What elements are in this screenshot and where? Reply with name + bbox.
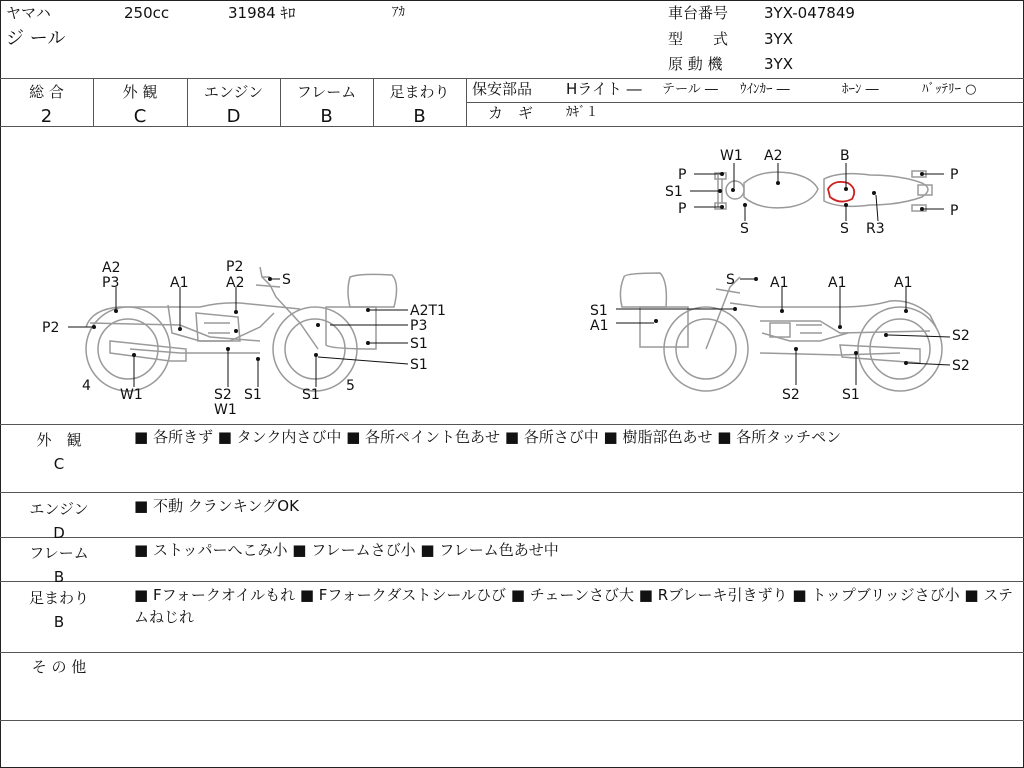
engine-label: 原 動 機 xyxy=(668,55,723,73)
label-right-a1b: A1 xyxy=(828,275,847,291)
model-name: ジ ール xyxy=(6,28,66,49)
left-view-leaders xyxy=(68,279,408,387)
safety-title: 保安部品 xyxy=(472,80,533,98)
label-left-w1: W1 xyxy=(120,387,143,403)
label-left-p2b: P2 xyxy=(226,259,244,275)
note-engine-label: エンジン D xyxy=(29,500,89,542)
key-label: カ ギ xyxy=(488,104,534,122)
label-left-s2: S2 xyxy=(214,387,232,403)
maker: ヤマハ xyxy=(6,4,51,22)
label-right-a1a: A1 xyxy=(770,275,789,291)
note-exterior-label: 外 観 C xyxy=(36,431,82,473)
mileage: 31984 ｷﾛ xyxy=(228,4,296,22)
label-left-p3: P3 xyxy=(102,275,120,291)
frame-no: 3YX-047849 xyxy=(764,4,855,22)
note-other-label: そ の 他 xyxy=(31,658,87,676)
label-left-4: 4 xyxy=(82,378,91,394)
label-right-s2b: S2 xyxy=(952,358,970,374)
bike-top-view xyxy=(715,171,932,211)
label-right-s1b: S1 xyxy=(842,387,860,403)
top-view-labels xyxy=(665,148,958,237)
label-top-b: B xyxy=(840,148,850,164)
label-right-a1c: A1 xyxy=(894,275,913,291)
type-value: 3YX xyxy=(764,30,793,48)
label-left-s1b: S1 xyxy=(410,357,428,373)
engine-value: 3YX xyxy=(764,55,793,73)
note-suspension-text: ■ Fフォークオイルもれ ■ Fフォークダストシールひび ■ チェーンさび大 ■ Rブレーキ引きずり ■ トップブリッジさび小 ■ ステムねじれ xyxy=(134,586,1014,626)
label-left-s1c: S1 xyxy=(244,387,262,403)
note-frame-text: ■ ストッパーへこみ小 ■ フレームさび小 ■ フレーム色あせ中 xyxy=(134,541,559,559)
label-left-a2t1: A2T1 xyxy=(410,303,446,319)
label-top-p4: P xyxy=(950,203,959,219)
label-right-s: S xyxy=(726,272,735,288)
color: ｱｶ xyxy=(392,5,405,20)
safety-battery: ﾊﾞｯﾃﾘｰ ○ xyxy=(922,82,977,97)
damage-diagram xyxy=(0,127,1024,423)
label-right-s1a: S1 xyxy=(590,303,608,319)
label-top-s: S xyxy=(740,221,749,237)
displacement: 250cc xyxy=(124,4,170,22)
label-right-a1d: A1 xyxy=(590,318,609,334)
safety-horn: ﾎｰﾝ ― xyxy=(842,82,879,97)
label-left-5: 5 xyxy=(346,378,355,394)
grade-frame: フレーム B xyxy=(296,83,357,127)
label-left-a1: A1 xyxy=(170,275,189,291)
label-top-w1: W1 xyxy=(720,148,743,164)
label-left-p2: P2 xyxy=(42,320,60,336)
label-left-a2: A2 xyxy=(102,260,121,276)
grade-engine: エンジン D xyxy=(203,83,264,127)
label-left-s1a: S1 xyxy=(410,336,428,352)
label-left-p3b: P3 xyxy=(410,318,428,334)
grade-exterior: 外 観 C xyxy=(122,83,158,127)
label-top-s1: S1 xyxy=(665,184,683,200)
label-left-w1b: W1 xyxy=(214,402,237,418)
note-engine-text: ■ 不動 クランキングOK xyxy=(134,497,299,515)
grade-overall: 総 合 2 xyxy=(29,83,64,127)
note-frame-label: フレーム B xyxy=(29,544,89,586)
top-view-markers xyxy=(718,172,924,211)
label-left-s1d: S1 xyxy=(302,387,320,403)
type-label: 型 式 xyxy=(668,30,729,48)
note-suspension-label: 足まわり B xyxy=(28,589,89,631)
label-top-a2: A2 xyxy=(764,148,783,164)
label-top-p2: P xyxy=(678,201,687,217)
label-left-a2b: A2 xyxy=(226,275,245,291)
note-exterior-text: ■ 各所きず ■ タンク内さび中 ■ 各所ペイント色あせ ■ 各所さび中 ■ 樹脂部色あせ ■ 各所タッチペン xyxy=(134,428,842,446)
label-right-s2a: S2 xyxy=(952,328,970,344)
damage-mark-tank xyxy=(828,182,854,202)
label-top-r3: R3 xyxy=(866,221,885,237)
safety-winker: ｳｲﾝｶｰ ― xyxy=(740,82,790,97)
left-view-labels xyxy=(42,259,446,418)
label-right-s2c: S2 xyxy=(782,387,800,403)
label-left-s: S xyxy=(282,272,291,288)
safety-headlight: Hライト ― xyxy=(566,80,642,98)
key-value: ｶｷﾞ１ xyxy=(566,105,599,120)
safety-tail: テール ― xyxy=(662,82,718,97)
frame-no-label: 車台番号 xyxy=(668,4,729,22)
label-top-p1: P xyxy=(678,167,687,183)
label-top-p3: P xyxy=(950,167,959,183)
grade-suspension: 足まわり B xyxy=(389,83,450,127)
label-top-s2: S xyxy=(840,221,849,237)
